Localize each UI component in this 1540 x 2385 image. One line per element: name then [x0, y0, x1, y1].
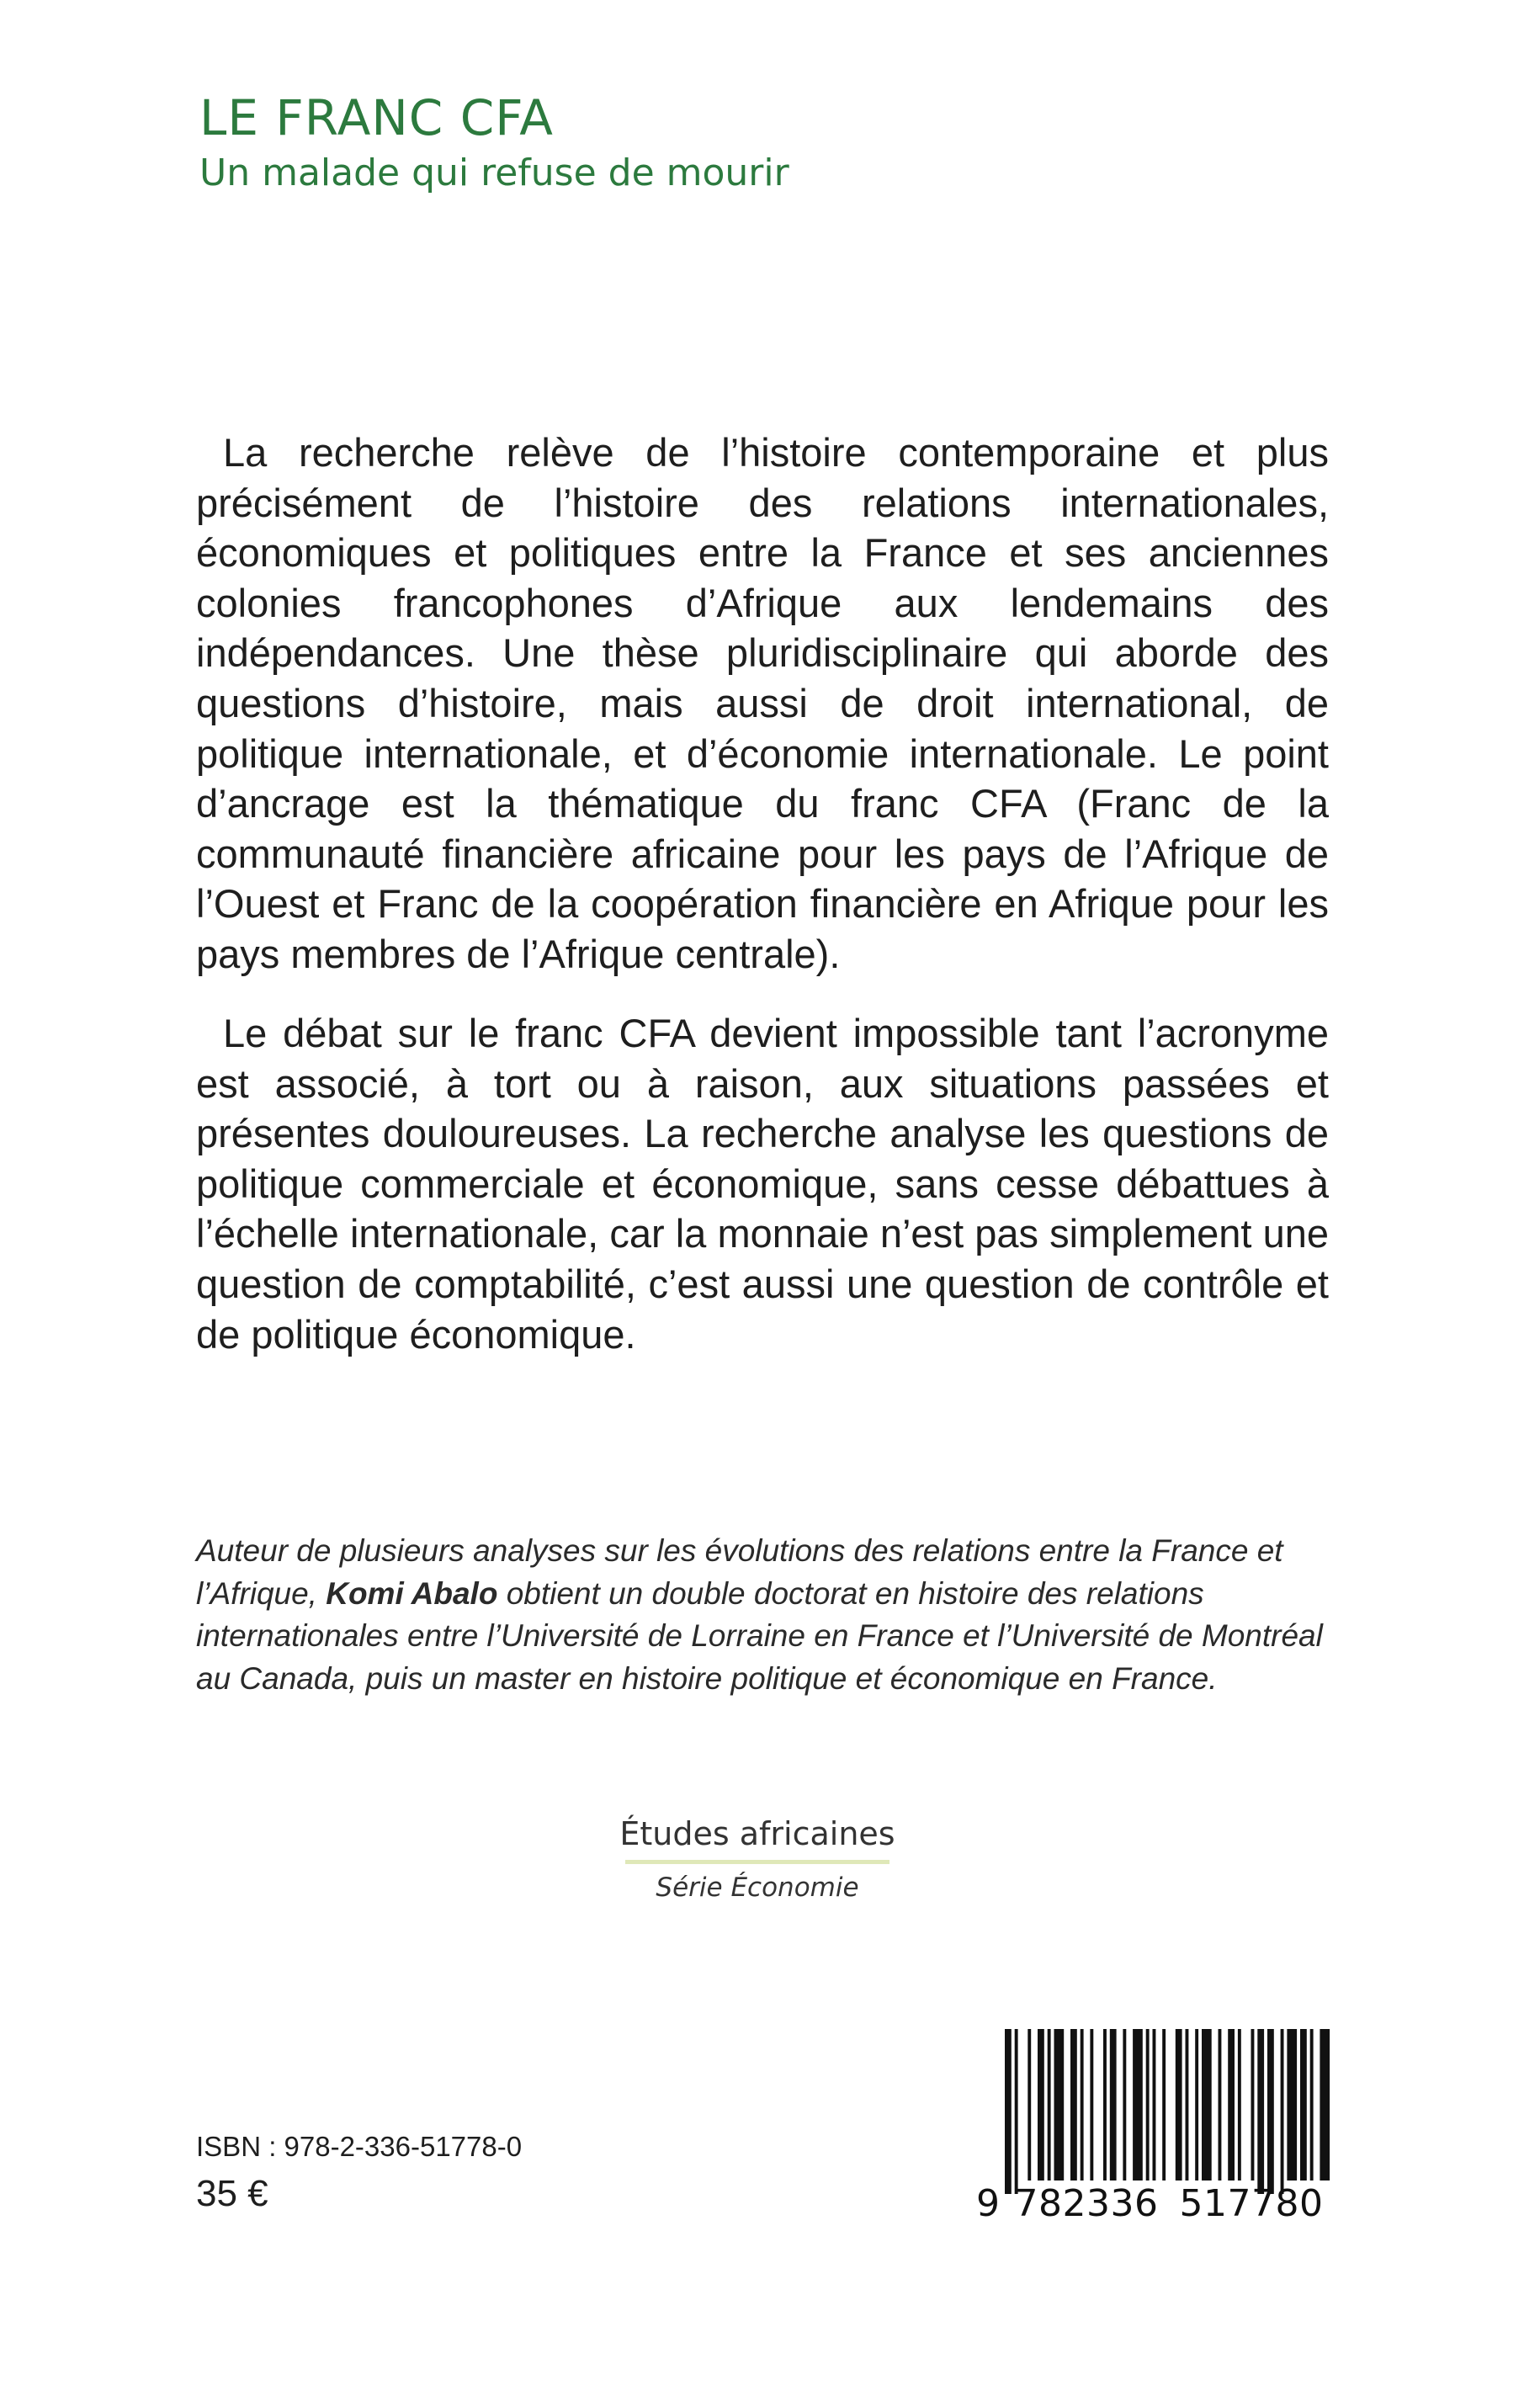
- barcode-bar: [1195, 2029, 1198, 2180]
- barcode-bar: [1186, 2029, 1189, 2180]
- barcode-right-digits: 517780: [1179, 2182, 1324, 2225]
- barcode-bar: [1081, 2029, 1084, 2180]
- barcode-bar: [1153, 2029, 1156, 2180]
- barcode-bar: [1238, 2029, 1241, 2180]
- barcode-bar: [1146, 2029, 1150, 2180]
- barcode-bar: [1320, 2029, 1330, 2180]
- collection-divider: [625, 1860, 889, 1864]
- barcode-bar: [1110, 2029, 1117, 2180]
- author-name: Komi Abalo: [326, 1575, 498, 1611]
- collection-block: [589, 1813, 926, 1904]
- barcode-bar: [1028, 2029, 1031, 2180]
- barcode-bar: [1005, 2029, 1012, 2194]
- barcode-bar: [1281, 2029, 1284, 2194]
- barcode-bar: [1267, 2029, 1274, 2194]
- barcode-bar: [1133, 2029, 1143, 2180]
- barcode-bar: [1162, 2029, 1166, 2180]
- barcode-bar: [1048, 2029, 1051, 2180]
- barcode-bar: [1038, 2029, 1044, 2180]
- book-subtitle: Un malade qui refuse de mourir: [199, 151, 789, 194]
- barcode-bar: [1103, 2029, 1107, 2180]
- barcode-bar: [1287, 2029, 1297, 2180]
- barcode-bar: [1176, 2029, 1182, 2180]
- barcode-bar: [1090, 2029, 1093, 2180]
- barcode-bar: [1054, 2029, 1065, 2180]
- author-bio-intro: Auteur de plusieurs analyses sur les évolutions des relations entre la France et l’Afrique,: [196, 1533, 1283, 1611]
- barcode-first-digit: 9: [976, 2182, 1001, 2225]
- barcode-bar: [1070, 2029, 1077, 2180]
- barcode-bar: [1300, 2029, 1307, 2180]
- barcode-bar: [1228, 2029, 1235, 2180]
- barcode-digits: [976, 2180, 1331, 2228]
- barcode-bar: [1219, 2029, 1222, 2180]
- series-name: Série Économie: [656, 1872, 859, 1903]
- barcode-left-digits: 782336: [1014, 2182, 1159, 2225]
- barcode-bar: [1257, 2029, 1264, 2194]
- barcode-bar: [1310, 2029, 1314, 2180]
- price-text: 35 €: [196, 2173, 268, 2214]
- author-bio-rest: obtient un double doctorat en histoire des relations internationales entre l’Université de Lorraine en France et l’Université de Montréal au Canada, puis un master en histoire politique et économique en France.: [196, 1575, 1323, 1696]
- barcode-bar: [1251, 2029, 1255, 2180]
- barcode-bar: [1123, 2029, 1126, 2180]
- isbn-text: ISBN : 978-2-336-51778-0: [196, 2131, 523, 2162]
- summary-paragraph-2: Le débat sur le franc CFA devient impossible tant l’acronyme est associé, à tort ou à raison, aux situations passées et présentes douloureuses. La recherche analyse les questions de politique commerciale et économique, sans cesse débattues à l’échelle internationale, car la monnaie n’est pas simplement une question de comptabilité, c’est aussi une question de contrôle et de politique économique.: [196, 1011, 1329, 1357]
- book-title: LE FRANC CFA: [199, 89, 554, 146]
- collection-name: Études africaines: [619, 1815, 895, 1852]
- author-bio: [196, 1530, 1329, 1700]
- isbn-barcode: [976, 2029, 1331, 2228]
- barcode-bar: [1015, 2029, 1018, 2194]
- summary-paragraph-1: La recherche relève de l’histoire contemporaine et plus précisément de l’histoire des relations internationales, économiques et politiques entre la France et ses anciennes colonies francophones d’Afrique aux lendemains des indépendances. Une thèse pluridisciplinaire qui aborde des questions d’histoire, mais aussi de droit international, de politique internationale, et d’économie internationale. Le point d’ancrage est la thématique du franc CFA (Franc de la communauté financière africaine pour les pays de l’Afrique de l’Ouest et Franc de la coopération financière en Afrique pour les pays membres de l’Afrique centrale).: [196, 430, 1329, 976]
- barcode-bar: [1202, 2029, 1212, 2180]
